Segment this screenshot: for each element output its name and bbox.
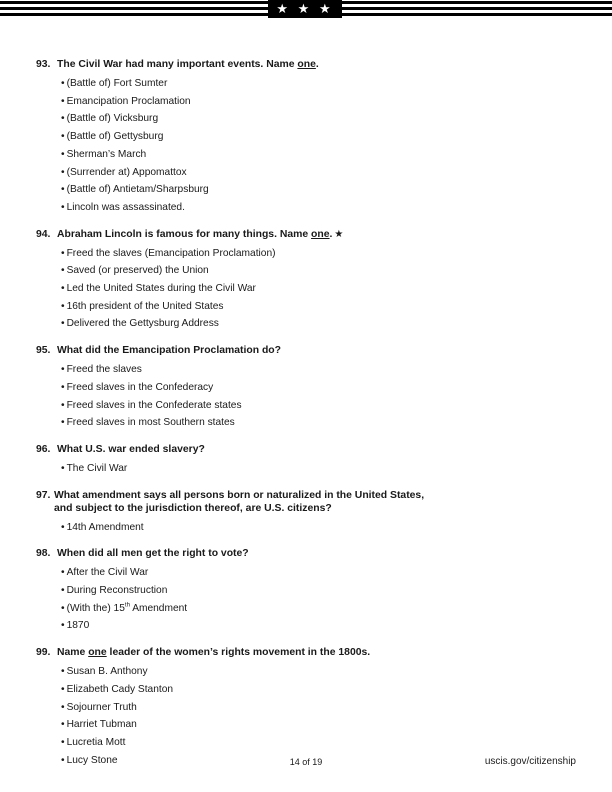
answer-item: • (Battle of) Vicksburg <box>61 113 159 125</box>
answer-item: • Freed slaves in most Southern states <box>61 417 235 429</box>
question-text-line: What amendment says all persons born or naturalized in the United States, <box>54 489 425 501</box>
answer-item: • Emancipation Proclamation <box>61 95 191 107</box>
question-title <box>36 489 576 515</box>
answer-item: • 16th president of the United States <box>61 300 224 312</box>
question-number: 95. <box>36 345 51 357</box>
answer-item: • Saved (or preserved) the Union <box>61 265 209 277</box>
question-title <box>36 344 576 357</box>
answer-item: • Harriet Tubman <box>61 719 137 731</box>
answer-list <box>36 663 576 769</box>
question-98 <box>36 547 576 635</box>
question-96 <box>36 443 576 478</box>
answer-item: • Freed slaves in the Confederate states <box>61 399 242 411</box>
answer-item: • 1870 <box>61 620 90 632</box>
question-number: 99. <box>36 647 51 659</box>
answer-item: • (Battle of) Gettysburg <box>61 131 164 143</box>
question-text <box>57 58 576 71</box>
question-title <box>36 443 576 456</box>
question-text <box>57 646 576 659</box>
question-97 <box>36 489 576 537</box>
answer-item: • Sherman’s March <box>61 148 147 160</box>
answer-item: • Led the United States during the Civil War <box>61 283 256 295</box>
question-text-line: and subject to the jurisdiction thereof, are U.S. citizens? <box>54 502 332 514</box>
answer-item: • Lucy Stone <box>61 754 118 766</box>
answer-item: • The Civil War <box>61 462 128 474</box>
question-emphasis: one <box>311 228 330 240</box>
footer-link[interactable]: uscis.gov/citizenship <box>484 756 576 767</box>
answer-item: • 14th Amendment <box>61 521 144 533</box>
question-number: 94. <box>36 228 51 240</box>
header-band <box>0 0 612 34</box>
question-title <box>36 58 576 71</box>
header-stripe <box>0 13 268 16</box>
question-title <box>36 228 576 241</box>
answer-list <box>36 519 576 537</box>
answer-item: • Freed the slaves (Emancipation Proclamation) <box>61 247 276 259</box>
page-number: 14 of 19 <box>289 757 323 767</box>
answer-item: • Sojourner Truth <box>61 701 137 713</box>
header-stars-icon: ★ ★ ★ ★ <box>268 0 342 18</box>
header-stripe <box>0 7 268 10</box>
question-number: 97. <box>36 489 51 501</box>
question-text: What did the Emancipation Proclamation do? <box>57 345 281 357</box>
question-emphasis: one <box>88 647 107 659</box>
question-text: When did all men get the right to vote? <box>57 548 249 560</box>
answer-item: • Lincoln was assassinated. <box>61 201 185 213</box>
answer-item: • Freed the slaves <box>61 364 142 376</box>
answer-item: • Elizabeth Cady Stanton <box>61 683 174 695</box>
question-text-part: Name <box>57 647 89 659</box>
question-text <box>57 228 576 241</box>
answer-list <box>36 564 576 635</box>
answer-item: • Susan B. Anthony <box>61 666 148 678</box>
question-number: 98. <box>36 548 51 560</box>
question-text: What U.S. war ended slavery? <box>57 443 205 455</box>
answer-item: • (Battle of) Fort Sumter <box>61 78 168 89</box>
answer-item: • Freed slaves in the Confederacy <box>61 381 214 393</box>
header-stripe <box>342 13 612 16</box>
answer-item: • After the Civil War <box>61 567 149 579</box>
question-text-part: Abraham Lincoln is famous for many things. Name <box>57 228 312 240</box>
question-number: 93. <box>36 59 51 70</box>
question-list <box>36 58 576 780</box>
header-stripe <box>0 1 268 4</box>
answer-list <box>36 460 576 478</box>
question-number: 96. <box>36 443 51 455</box>
question-99 <box>36 646 576 769</box>
question-text <box>54 489 576 515</box>
answer-item: • (With the) 15th Amendment <box>61 602 188 614</box>
question-94 <box>36 228 576 334</box>
question-text-part: The Civil War had many important events. Name <box>57 59 298 70</box>
question-93 <box>36 58 576 217</box>
answer-item: • Lucretia Mott <box>61 736 126 748</box>
question-title <box>36 646 576 659</box>
question-95 <box>36 344 576 432</box>
question-text-part: leader of the women’s rights movement in the 1800s. <box>106 647 371 659</box>
answer-list <box>36 245 576 334</box>
header-stripe <box>342 1 612 4</box>
question-title <box>36 547 576 560</box>
question-emphasis: one <box>297 59 316 70</box>
answer-item: • (Surrender at) Appomattox <box>61 166 187 178</box>
star-icon: ★ <box>334 228 344 240</box>
answer-list <box>36 361 576 432</box>
question-text-part: . <box>329 228 333 240</box>
answer-item: • (Battle of) Antietam/Sharpsburg <box>61 184 209 196</box>
answer-item: • During Reconstruction <box>61 585 168 597</box>
question-text-part: . <box>315 59 319 70</box>
answer-list <box>36 75 576 217</box>
answer-item: • Delivered the Gettysburg Address <box>61 318 219 330</box>
header-stripe <box>342 7 612 10</box>
